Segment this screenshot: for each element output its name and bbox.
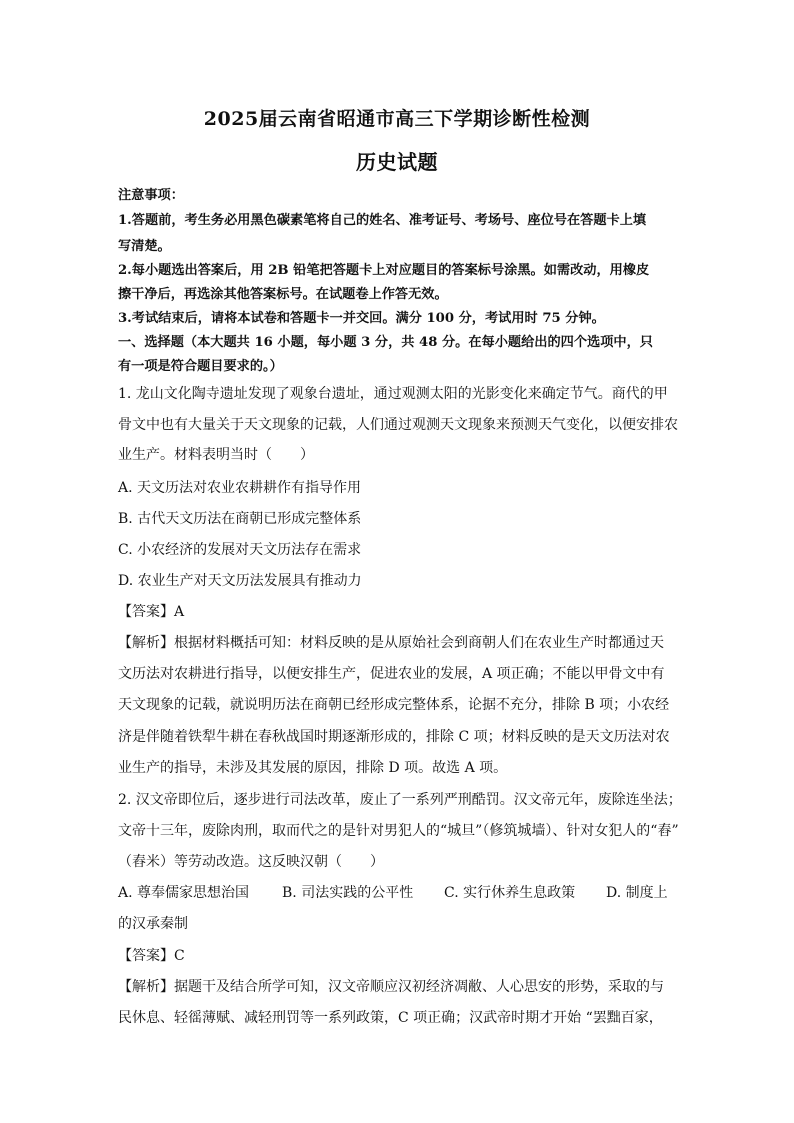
question-stem-line: （舂米）等劳动改造。这反映汉朝（ ）: [118, 854, 384, 870]
analysis-line: 文历法对农耕进行指导，以便安排生产，促进农业的发展，A 项正确；不能以甲骨文中有: [118, 666, 665, 682]
analysis-line: 民休息、轻徭薄赋、减轻刑罚等一系列政策，C 项正确；汉武帝时期才开始 “罢黜百家，: [118, 1010, 663, 1026]
option-b: B. 司法实践的公平性: [282, 885, 414, 901]
analysis-line: 【解析】据题干及结合所学可知，汉文帝顺应汉初经济凋敝、人心思安的形势，采取的与: [118, 979, 664, 995]
option-d-continued: 的汉承秦制: [118, 916, 188, 932]
analysis-line: 天文现象的记载，就说明历法在商朝已经形成完整体系，论据不充分，排除 B 项；小农经: [118, 697, 670, 713]
question-stem-line: 1. 龙山文化陶寺遗址发现了观象台遗址，通过观测太阳的光影变化来确定节气。商代的甲: [118, 386, 668, 402]
document-title: 2025届云南省昭通市高三下学期诊断性检测: [203, 108, 591, 130]
analysis-line: 业生产的指导，未涉及其发展的原因，排除 D 项。故选 A 项。: [118, 760, 508, 776]
question-stem-line: 文帝十三年，废除肉刑，取而代之的是针对男犯人的“城旦”（修筑城墙）、针对女犯人的“舂”: [118, 823, 679, 839]
answer: 【答案】C: [118, 948, 185, 964]
option-d: D. 农业生产对天文历法发展具有推动力: [118, 573, 362, 589]
option-b: B. 古代天文历法在商朝已形成完整体系: [118, 511, 362, 527]
option-a: A. 天文历法对农业农耕耕作有指导作用: [118, 480, 362, 496]
notes-line: 1.答题前，考生务必用黑色碳素笔将自己的姓名、准考证号、考场号、座位号在答题卡上填: [118, 213, 647, 228]
question-stem-line: 业生产。材料表明当时（ ）: [118, 447, 314, 463]
section-heading: 有一项是符合题目要求的。）: [118, 359, 283, 374]
analysis-line: 【解析】根据材料概括可知：材料反映的是从原始社会到商朝人们在农业生产时都通过天: [118, 635, 664, 651]
section-heading: 一、选择题（本大题共 16 小题，每小题 3 分，共 48 分。在每小题给出的四个选项中，只: [118, 335, 653, 350]
notes-line: 2.每小题选出答案后，用 2B 铅笔把答题卡上对应题目的答案标号涂黑。如需改动，用橡皮: [118, 263, 650, 278]
notes-line: 3.考试结束后，请将本试卷和答题卡一并交回。满分 100 分，考试用时 75 分钟。: [118, 311, 605, 326]
answer: 【答案】A: [118, 604, 185, 620]
option-a: A. 尊奉儒家思想治国: [118, 885, 250, 901]
option-c: C. 实行休养生息政策: [444, 885, 576, 901]
question-stem-line: 2. 汉文帝即位后，逐步进行司法改革，废止了一系列严刑酷罚。汉文帝元年，废除连坐法；: [118, 792, 682, 808]
option-d: D. 制度上: [606, 885, 668, 901]
question-stem-line: 骨文中也有大量关于天文现象的记载，人们通过观测天文现象来预测天气变化，以便安排农: [118, 417, 678, 433]
document-subtitle: 历史试题: [356, 150, 438, 174]
notes-line: 擦干净后，再选涂其他答案标号。在试题卷上作答无效。: [118, 287, 448, 302]
option-c: C. 小农经济的发展对天文历法存在需求: [118, 542, 362, 558]
notes-line: 写清楚。: [118, 239, 171, 254]
analysis-line: 济是伴随着铁犁牛耕在春秋战国时期逐渐形成的，排除 C 项；材料反映的是天文历法对农: [118, 729, 670, 745]
notes-heading: 注意事项：: [118, 188, 184, 203]
